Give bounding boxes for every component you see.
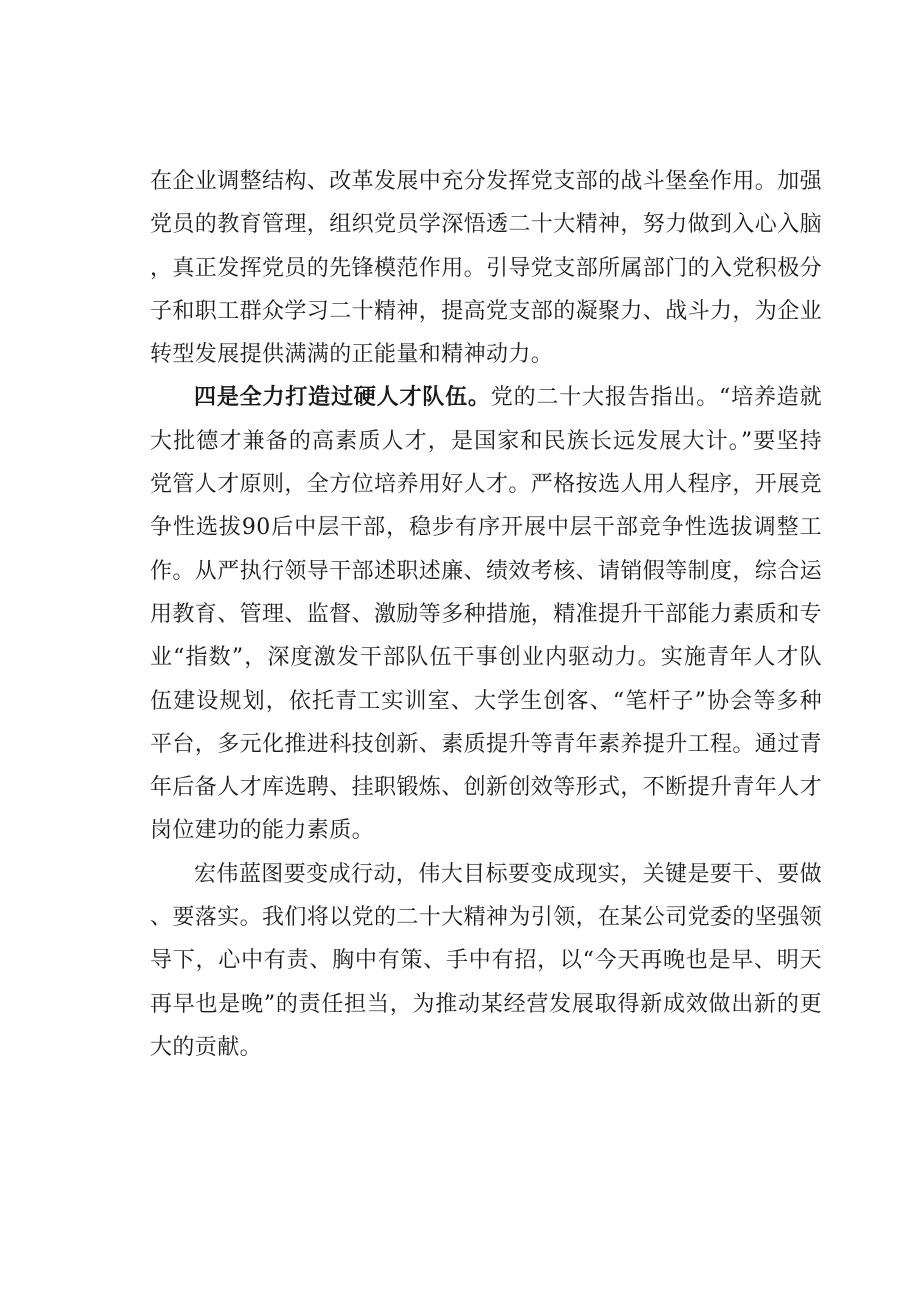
paragraph-party-branch [150, 160, 822, 376]
document-body [150, 160, 822, 1069]
paragraph-text: 在企业调整结构、改革发展中充分发挥党支部的战斗堡垒作用。加强党员的教育管理，组织党员学深悟透二十大精神，努力做到入心入脑，真正发挥党员的先锋模范作用。引导党支部所属部门的入党积极分子和职工群众学习二十精神，提高党支部的凝聚力、战斗力，为企业转型发展提供满满的正能量和精神动力。 [150, 169, 823, 368]
paragraph-text: 宏伟蓝图要变成行动，伟大目标要变成现实，关键是要干、要做、要落实。我们将以党的二十大精神为引领，在某公司党委的坚强领导下，心中有责、胸中有策、手中有招，以“今天再晚也是早、明天再早也是晚”的责任担当，为推动某经营发展取得新成效做出新的更大的贡献。 [150, 861, 823, 1060]
paragraph-talent-team [150, 376, 822, 852]
paragraph-conclusion [150, 853, 822, 1069]
paragraph-lead-heading: 四是全力打造过硬人才队伍。 [194, 384, 491, 411]
paragraph-text: 党的二十大报告指出。“培养造就大批德才兼备的高素质人才，是国家和民族长远发展大计。”要坚持党管人才原则，全方位培养用好人才。严格按选人用人程序，开展竞争性选拔90后中层干部，稳步有序开展中层干部竞争性选拔调整工作。从严执行领导干部述职述廉、绩效考核、请销假等制度，综合运用教育、管理、监督、激励等多种措施，精准提升干部能力素质和专业“指数”，深度激发干部队伍干事创业内驱动力。实施青年人才队伍建设规划，依托青工实训室、大学生创客、“笔杆子”协会等多种平台，多元化推进科技创新、素质提升等青年素养提升工程。通过青年后备人才库选聘、挂职锻炼、创新创效等形式，不断提升青年人才岗位建功的能力素质。 [150, 385, 823, 844]
